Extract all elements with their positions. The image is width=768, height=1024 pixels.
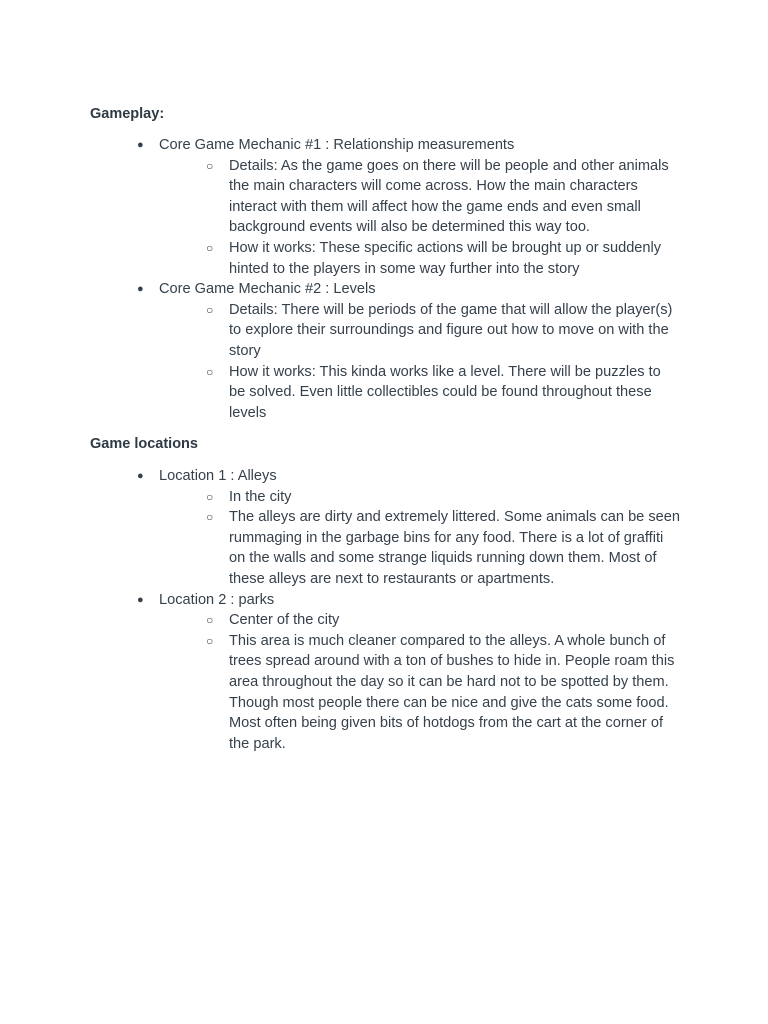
- filled-bullet-icon: ●: [137, 283, 144, 296]
- sub-item-location-2-description: [0, 631, 681, 755]
- hollow-bullet-icon: ○: [206, 510, 214, 525]
- sub-item-text: The alleys are dirty and extremely littered. Some animals can be seen rummaging in the garbage bins for any food. There is a lot of graffiti on the walls and some strange liquids running down them. Most of these alleys are next to restaurants or apartments.: [229, 509, 681, 587]
- sub-item-text: How it works: These specific actions will be brought up or suddenly hinted to the players in some way further into the story: [229, 239, 662, 277]
- hollow-bullet-icon: ○: [206, 302, 214, 317]
- list-item-mechanic-1: [0, 135, 699, 156]
- hollow-bullet-icon: ○: [206, 489, 214, 504]
- sub-item-location-1-city: [0, 487, 681, 508]
- list-item-location-2: [0, 590, 699, 611]
- hollow-bullet-icon: ○: [206, 158, 214, 173]
- sub-item-text: This area is much cleaner compared to the alleys. A whole bunch of trees spread around with a ton of bushes to hide in. People roam this area throughout the day so it can be hard not to be spotted by them. Though most people there can be nice and give the cats some food. Most often being given bits of hotdogs from the cart at the corner of the park.: [229, 632, 675, 752]
- game-locations-heading: Game locations: [90, 436, 198, 452]
- sub-item-location-1-description: [0, 507, 681, 589]
- sub-item-text: How it works: This kinda works like a level. There will be puzzles to be solved. Even little collectibles could be found throughout these levels: [229, 363, 661, 421]
- list-item-label: Core Game Mechanic #2 : Levels: [159, 281, 376, 298]
- filled-bullet-icon: ●: [137, 470, 144, 482]
- filled-bullet-icon: ●: [137, 593, 144, 606]
- hollow-bullet-icon: ○: [206, 613, 214, 628]
- sub-item-mechanic-1-how: [0, 238, 681, 279]
- hollow-bullet-icon: ○: [206, 240, 214, 255]
- locations-list: [0, 466, 768, 754]
- sub-item-text: In the city: [229, 488, 292, 505]
- list-item-label: Location 2 : parks: [159, 591, 275, 608]
- sub-item-text: Details: As the game goes on there will be people and other animals the main characters will come across. How the main characters interact with them will affect how the game ends and even small background events will also be determined this way too.: [229, 157, 669, 236]
- list-item-label: Location 1 : Alleys: [159, 468, 277, 484]
- sub-item-mechanic-2-details: [0, 300, 681, 362]
- gameplay-list: [0, 135, 768, 423]
- filled-bullet-icon: ●: [137, 139, 144, 151]
- list-item-label: Core Game Mechanic #1 : Relationship measurements: [159, 137, 515, 153]
- list-item-mechanic-2: [0, 279, 699, 300]
- sub-item-location-2-center: [0, 610, 681, 631]
- sub-item-text: Details: There will be periods of the game that will allow the player(s) to explore their surroundings and figure out how to move on with the story: [229, 301, 673, 359]
- hollow-bullet-icon: ○: [206, 364, 214, 379]
- hollow-bullet-icon: ○: [206, 633, 214, 648]
- gameplay-heading: Gameplay:: [90, 106, 165, 122]
- sub-item-text: Center of the city: [229, 612, 340, 629]
- sub-item-mechanic-1-details: [0, 156, 681, 238]
- list-item-location-1: [0, 466, 699, 487]
- sub-item-mechanic-2-how: [0, 362, 681, 424]
